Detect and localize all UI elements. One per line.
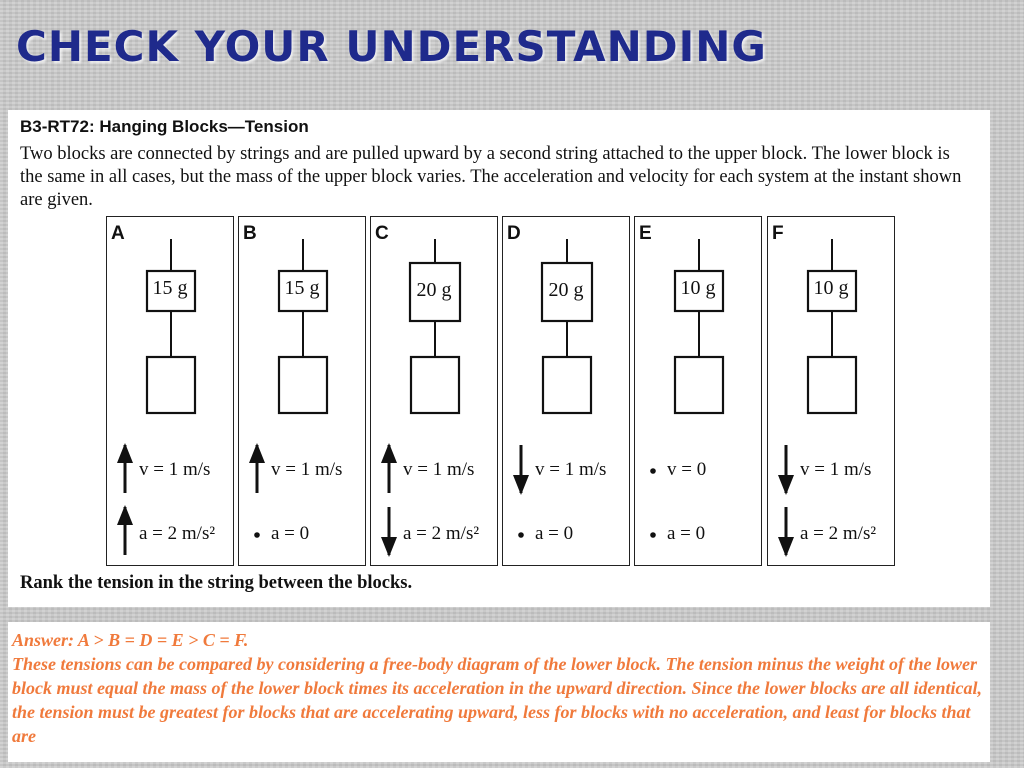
panel-letter: A bbox=[111, 223, 125, 244]
problem-heading: B3-RT72: Hanging Blocks—Tension bbox=[20, 117, 309, 136]
acceleration-label: a = 2 m/s² bbox=[139, 523, 216, 544]
acceleration-dot bbox=[518, 532, 524, 538]
velocity-label: v = 1 m/s bbox=[800, 459, 872, 480]
problem-question: Rank the tension in the string between the blocks. bbox=[20, 573, 413, 593]
upper-block-mass: 15 g bbox=[284, 277, 320, 299]
acceleration-arrow-down bbox=[778, 507, 794, 557]
velocity-arrow-down bbox=[513, 445, 529, 495]
velocity-arrow-up bbox=[117, 443, 133, 493]
answer-box bbox=[8, 622, 990, 762]
acceleration-dot bbox=[650, 532, 656, 538]
answer-explanation: These tensions can be compared by considering a free-body diagram of the lower block. The tension minus the weight of the lower block must equal the mass of the lower block times its acceleration in the upward direction. Since the lower blocks are all identical, the tension must be greatest for blocks that are accelerating upward, less for blocks with no acceleration, and least for blocks that are bbox=[12, 654, 983, 746]
panel-letter: E bbox=[639, 223, 652, 244]
acceleration-label: a = 2 m/s² bbox=[800, 523, 877, 544]
acceleration-label: a = 0 bbox=[535, 523, 574, 544]
velocity-label: v = 1 m/s bbox=[535, 459, 607, 480]
upper-block-mass: 10 g bbox=[813, 277, 849, 299]
panel-f bbox=[767, 216, 895, 566]
acceleration-arrow-down bbox=[381, 507, 397, 557]
lower-block bbox=[543, 357, 591, 413]
hanging-blocks-diagram bbox=[239, 217, 367, 567]
upper-block-mass: 20 g bbox=[416, 279, 452, 301]
panel-d bbox=[502, 216, 630, 566]
panel-letter: C bbox=[375, 223, 389, 244]
velocity-label: v = 1 m/s bbox=[139, 459, 211, 480]
velocity-label: v = 1 m/s bbox=[271, 459, 343, 480]
lower-block bbox=[279, 357, 327, 413]
panel-b bbox=[238, 216, 366, 566]
problem-description: Two blocks are connected by strings and are pulled upward by a second string attached to the upper block. The lower block is the same in all cases, but the mass of the upper block varies. The acceleration and velocity for each system at the instant shown are given. bbox=[20, 144, 962, 210]
lower-block bbox=[147, 357, 195, 413]
answer-ranking: Answer: A > B = D = E > C = F. bbox=[12, 630, 249, 650]
acceleration-arrow-up bbox=[117, 505, 133, 555]
panel-e bbox=[634, 216, 762, 566]
lower-block bbox=[411, 357, 459, 413]
velocity-arrow-up bbox=[249, 443, 265, 493]
problem-box bbox=[8, 110, 990, 607]
velocity-label: v = 1 m/s bbox=[403, 459, 475, 480]
velocity-label: v = 0 bbox=[667, 459, 707, 480]
panel-letter: B bbox=[243, 223, 257, 244]
hanging-blocks-diagram bbox=[371, 217, 499, 567]
velocity-dot bbox=[650, 468, 656, 474]
panel-c bbox=[370, 216, 498, 566]
upper-block-mass: 15 g bbox=[152, 277, 188, 299]
hanging-blocks-diagram bbox=[503, 217, 631, 567]
velocity-arrow-up bbox=[381, 443, 397, 493]
lower-block bbox=[675, 357, 723, 413]
slide-title: CHECK YOUR UNDERSTANDING bbox=[16, 22, 767, 71]
acceleration-label: a = 0 bbox=[271, 523, 310, 544]
lower-block bbox=[808, 357, 856, 413]
hanging-blocks-diagram bbox=[635, 217, 763, 567]
acceleration-label: a = 2 m/s² bbox=[403, 523, 480, 544]
panel-letter: D bbox=[507, 223, 521, 244]
acceleration-label: a = 0 bbox=[667, 523, 706, 544]
hanging-blocks-diagram bbox=[768, 217, 896, 567]
panel-letter: F bbox=[772, 223, 784, 244]
velocity-arrow-down bbox=[778, 445, 794, 495]
acceleration-dot bbox=[254, 532, 260, 538]
upper-block-mass: 10 g bbox=[680, 277, 716, 299]
hanging-blocks-diagram bbox=[107, 217, 235, 567]
panel-a bbox=[106, 216, 234, 566]
upper-block-mass: 20 g bbox=[548, 279, 584, 301]
